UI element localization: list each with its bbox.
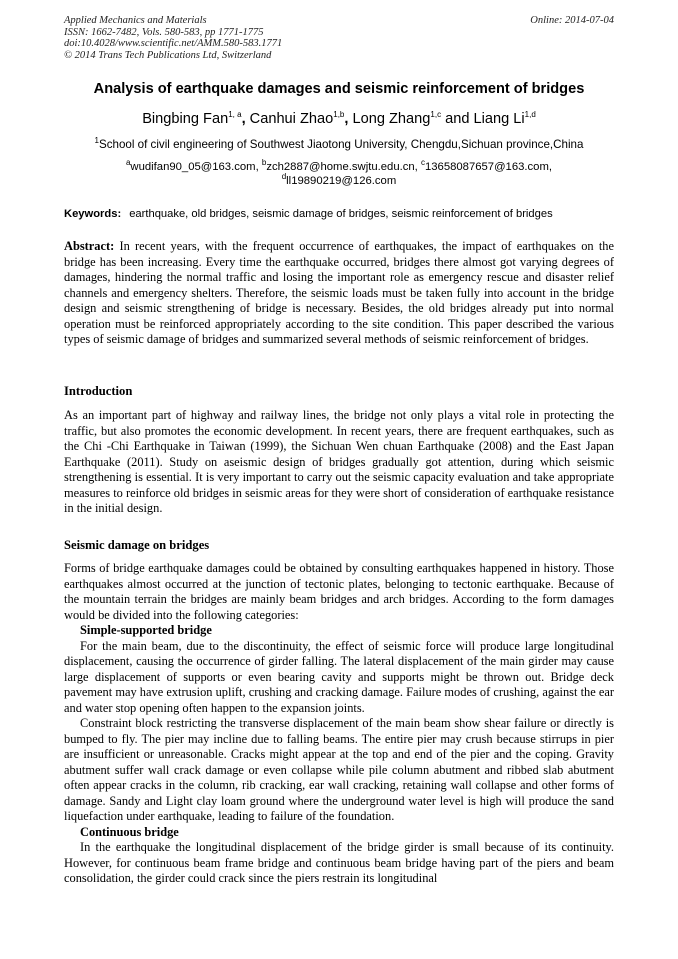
introduction-heading: Introduction	[64, 384, 133, 398]
continuous-p1: In the earthquake the longitudinal displacement of the bridge girder is small because of its continuity. However, for continuous beam frame bridge and continuous beam bridge having part of the piers and beam consolidation, the girder could crack since the piers restrain its longitudinal	[64, 840, 614, 885]
keywords-label: Keywords:	[64, 208, 122, 220]
author-sep: and	[441, 111, 474, 127]
issn-line: ISSN: 1662-7482, Vols. 580-583, pp 1771-1775	[64, 26, 264, 38]
simple-supported-heading: Simple-supported bridge	[80, 623, 212, 637]
email-sup: b	[261, 158, 267, 168]
journal-header	[64, 15, 614, 61]
simple-supported-p1: For the main beam, due to the discontinuity, the effect of seismic force will produce large longitudinal displacement, causing the occurrence of girder falling. The lateral displacement of the main girder may cause large displacement of supports or even bearing cavity and supports might be thrown out. Bridge deck pavement may have extrusion uplift, crushing and cracking damage. Failure modes of crushing, against the ear and water stop opening often happen to the expansion joints.	[64, 638, 614, 715]
seismic-damage-body	[64, 561, 614, 887]
online-date: Online: 2014-07-04	[530, 15, 614, 26]
keywords	[64, 208, 614, 220]
journal-name: Applied Mechanics and Materials	[64, 15, 207, 26]
email-link[interactable]: wudifan90_05@163.com,	[130, 161, 262, 173]
paper-title: Analysis of earthquake damages and seismic reinforcement of bridges	[93, 81, 585, 97]
author-name: Liang Li	[473, 111, 525, 127]
email-link[interactable]: 13658087657@163.com,	[424, 161, 553, 173]
email-sup: c	[420, 158, 425, 168]
doi-line: doi:10.4028/www.scientific.net/AMM.580-583.1771	[64, 38, 283, 49]
continuous-heading: Continuous bridge	[80, 824, 179, 839]
author-sup: 1,b	[333, 110, 345, 120]
affiliation	[0, 138, 678, 151]
abstract	[64, 239, 614, 348]
copyright-line: © 2014 Trans Tech Publications Ltd, Switzerland	[64, 49, 272, 61]
email-sup: a	[125, 158, 131, 168]
email-sup: d	[281, 172, 287, 182]
author-sep: ,	[344, 111, 353, 127]
introduction-heading-wrap	[64, 384, 614, 400]
abstract-text: In recent years, with the frequent occurrence of earthquakes, the impact of earthquakes on the bridge has been increasing. Every time the earthquake occurred, bridges there almost got varying degrees of damages, hindering the normal traffic and losing the important role as emergency rescue and disaster relief channels and emergency shelters. Therefore, the seismic loads must be taken fully into account in the bridge design and seismic strengthening of bridge is necessary. Besides, the old bridges already put into normal operation must be reinforced appropriately according to the site condition. This paper described the various types of seismic damage of bridges and summarized several methods of seismic reinforcement of bridges.	[64, 239, 614, 346]
seismic-damage-heading-wrap	[64, 538, 614, 554]
affiliation-text: School of civil engineering of Southwest Jiaotong University, Chengdu,Sichuan province,China	[99, 138, 584, 151]
author-sup: 1,c	[430, 110, 442, 120]
author-sup: 1,d	[524, 110, 536, 120]
seismic-damage-intro: Forms of bridge earthquake damages could be obtained by consulting earthquakes happened in history. Those earthquakes almost occurred at the junction of tectonic plates, belonging to tectonic earthquake. Because of the mountain terrain the bridges are mainly beam bridges and arch bridges. According to the form damages would be divided into the following categories:	[64, 561, 614, 622]
introduction-text: As an important part of highway and railway lines, the bridge not only plays a vital role in protecting the traffic, but also promotes the economic development. In recent years, there are frequent earthquakes, such as the Chi -Chi Earthquake in Taiwan (1999), the Sichuan Wen chuan Earthquake (2008) and the East Japan Earthquake (2011). Study on aseismic design of bridges gradually got attention, during which seismic strengthening is essential. It is very important to carry out the seismic capacity evaluation and take appropriate measures to reinforce old bridges in seismic areas for they were short of consideration of earthquake resistance in the initial design.	[64, 408, 614, 515]
author-sep: ,	[241, 111, 250, 127]
author-name: Long Zhang	[352, 111, 431, 127]
author-sup: 1, a	[228, 110, 242, 120]
author-list	[0, 111, 678, 127]
affiliation-sup: 1	[94, 136, 99, 146]
author-name: Bingbing Fan	[142, 111, 229, 127]
author-name: Canhui Zhao	[249, 111, 334, 127]
abstract-label: Abstract:	[64, 239, 115, 253]
introduction-body	[64, 408, 614, 517]
email-link[interactable]: zch2887@home.swjtu.edu.cn,	[266, 161, 421, 173]
simple-supported-p2: Constraint block restricting the transverse displacement of the main beam show shear failure or directly is bumped to fly. The pier may incline due to falling beams. The entire pier may crush because stirrups in pier are insufficient or unreasonable. Cracks might appear at the top and end of the pier and the coping. Gravity abutment suffer wall crack damage or even collapse while pile column abutment and ribbed slab abutment often appear cracks in the column, rib cracking, ear wall cracking, retaining wall collapse and other forms of damage. Sandy and Light clay loam ground where the underground water level is high will produce the sand liquefaction under earthquake, leading to failure of the foundation.	[64, 716, 614, 823]
email-list	[0, 160, 678, 188]
seismic-damage-heading: Seismic damage on bridges	[64, 538, 210, 552]
email-link[interactable]: ll19890219@126.com	[286, 175, 397, 187]
keywords-text: earthquake, old bridges, seismic damage of bridges, seismic reinforcement of bridges	[129, 208, 553, 220]
